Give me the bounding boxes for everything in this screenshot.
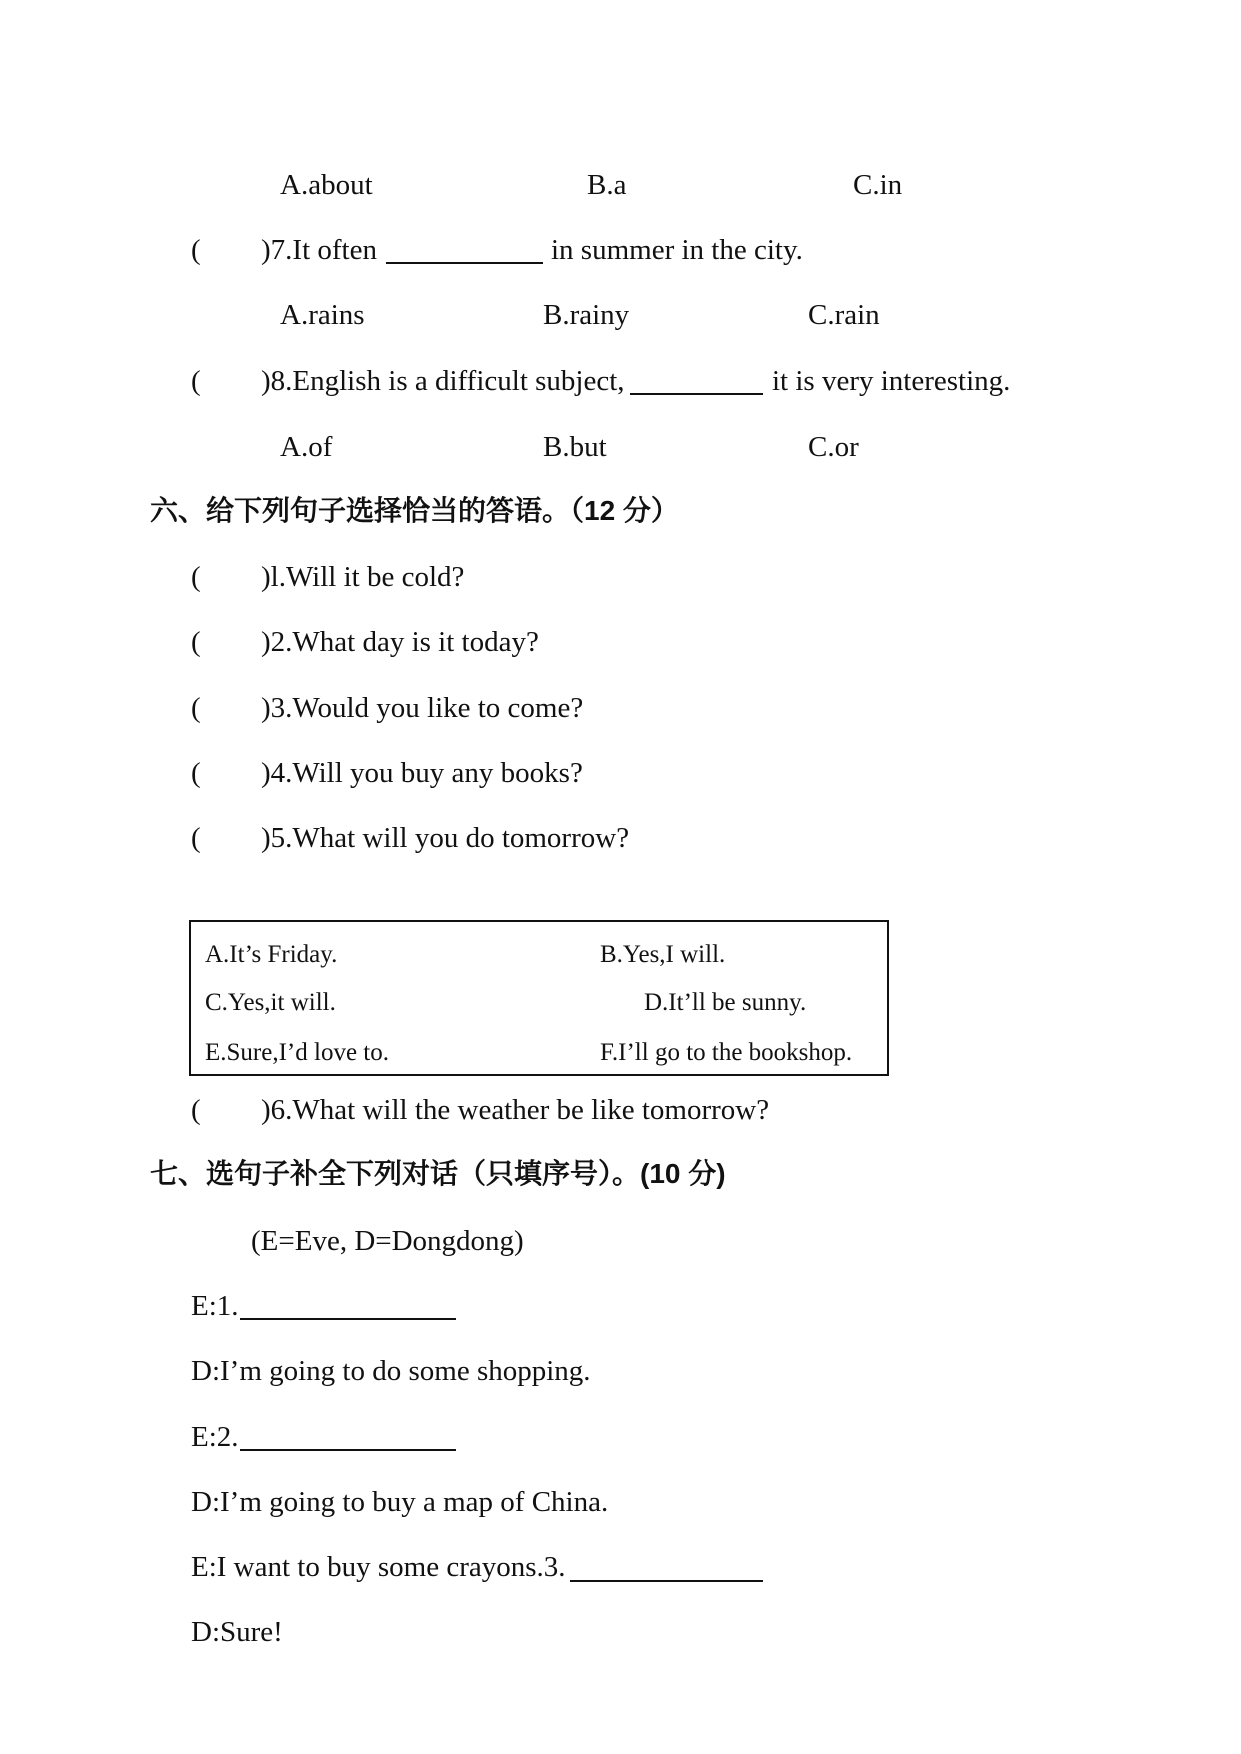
dialogue-line-6: D:Sure! [191, 1616, 283, 1648]
q8-option-a: A.of [280, 431, 333, 463]
answer-choice-c: C.Yes,it will. [205, 989, 336, 1016]
q8-answer-bracket: ( [191, 365, 201, 397]
s6-q6-answer-bracket: ( [191, 1094, 201, 1126]
q8-option-b: B.but [543, 431, 607, 463]
q8-stem-end: it is very interesting. [772, 365, 1011, 397]
s6-q3-text: )3.Would you like to come? [261, 692, 584, 724]
q6-option-c: C.in [853, 169, 903, 201]
answer-choice-e: E.Sure,I’d love to. [205, 1039, 389, 1066]
dialogue-line-3: E:2. [191, 1421, 239, 1453]
q7-answer-blank [386, 242, 543, 264]
dialogue-line-2: D:I’m going to do some shopping. [191, 1355, 591, 1387]
answer-choice-b: B.Yes,I will. [600, 941, 726, 968]
speaker-note: (E=Eve, D=Dongdong) [251, 1225, 524, 1257]
answer-choices-box [189, 920, 889, 1076]
dialogue-line-4: D:I’m going to buy a map of China. [191, 1486, 609, 1518]
s6-q4-answer-bracket: ( [191, 757, 201, 789]
s6-q5-answer-bracket: ( [191, 822, 201, 854]
section7-heading: 七、选句子补全下列对话（只填序号）。(10 分) [150, 1158, 726, 1189]
s6-q2-answer-bracket: ( [191, 626, 201, 658]
s6-q1-answer-bracket: ( [191, 561, 201, 593]
q7-answer-bracket: ( [191, 234, 201, 266]
answer-choice-a: A.It’s Friday. [205, 941, 338, 968]
q7-option-b: B.rainy [543, 299, 630, 331]
q6-option-a: A.about [280, 169, 373, 201]
s6-q6-text: )6.What will the weather be like tomorrow? [261, 1094, 770, 1126]
section6-heading: 六、给下列句子选择恰当的答语。（12 分） [150, 495, 679, 526]
s6-q1-text: )l.Will it be cold? [261, 561, 465, 593]
q7-stem-end: in summer in the city. [551, 234, 803, 266]
dialogue-blank-3 [570, 1560, 763, 1582]
s6-q3-answer-bracket: ( [191, 692, 201, 724]
q8-stem: )8.English is a difficult subject, [261, 365, 625, 397]
dialogue-blank-1 [240, 1298, 456, 1320]
s6-q2-text: )2.What day is it today? [261, 626, 539, 658]
dialogue-blank-2 [240, 1429, 456, 1451]
q7-option-a: A.rains [280, 299, 365, 331]
answer-choice-d: D.It’ll be sunny. [644, 989, 807, 1016]
q8-option-c: C.or [808, 431, 859, 463]
q6-option-b: B.a [587, 169, 627, 201]
q7-option-c: C.rain [808, 299, 880, 331]
s6-q5-text: )5.What will you do tomorrow? [261, 822, 630, 854]
answer-choice-f: F.I’ll go to the bookshop. [600, 1039, 853, 1066]
q8-answer-blank [630, 373, 763, 395]
dialogue-line-5: E:I want to buy some crayons.3. [191, 1551, 566, 1583]
s6-q4-text: )4.Will you buy any books? [261, 757, 583, 789]
dialogue-line-1: E:1. [191, 1290, 239, 1322]
q7-stem: )7.It often [261, 234, 377, 266]
